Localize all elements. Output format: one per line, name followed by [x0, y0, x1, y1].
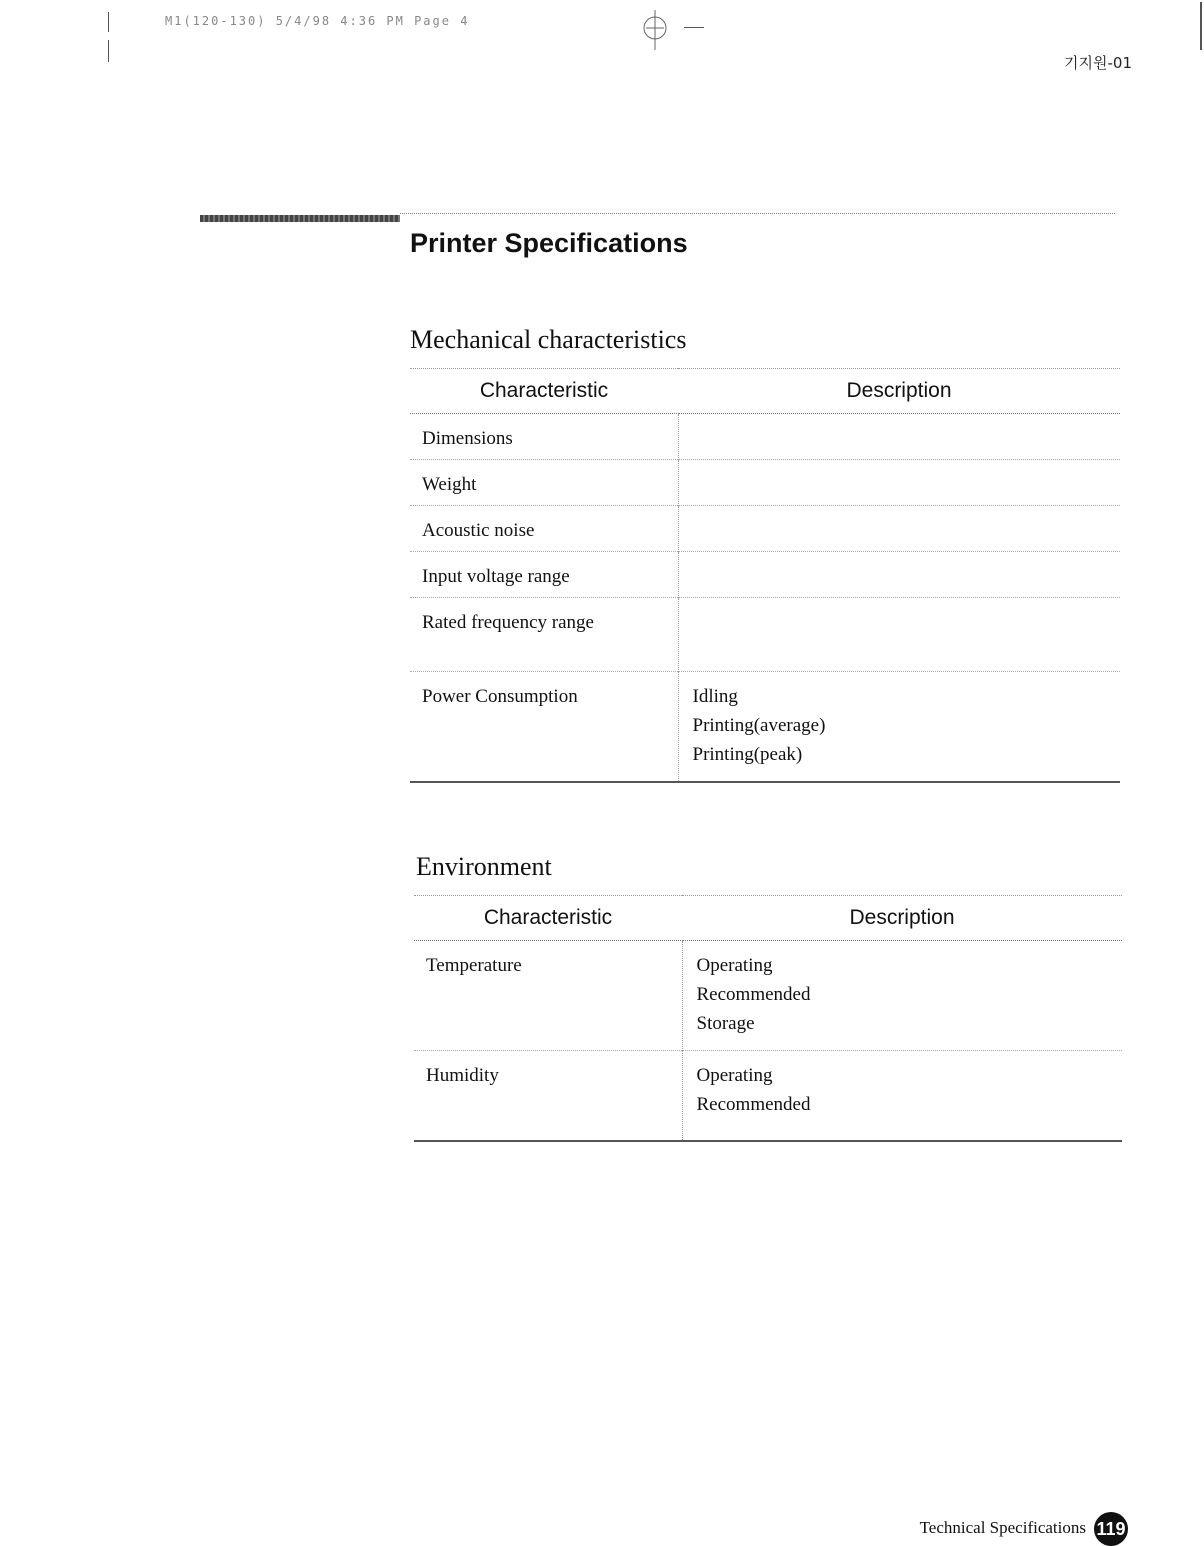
crop-mark: [1200, 2, 1202, 50]
description-line: Storage: [696, 1013, 755, 1034]
column-header-characteristic: Characteristic: [414, 896, 682, 941]
footer-section-label: Technical Specifications: [919, 1518, 1086, 1537]
environment-table: [414, 895, 1122, 1142]
row-characteristic: Humidity: [414, 1051, 682, 1141]
table-row: [410, 672, 1120, 782]
description-line: Idling: [692, 686, 738, 707]
row-characteristic: Acoustic noise: [410, 506, 678, 552]
row-description: [678, 552, 1120, 598]
page-number-badge: 119: [1094, 1512, 1128, 1546]
crop-mark: [108, 40, 109, 62]
row-description: [678, 506, 1120, 552]
row-description: [678, 460, 1120, 506]
table-row: [414, 1051, 1122, 1141]
table-row: [414, 941, 1122, 1051]
column-header-description: Description: [682, 896, 1122, 941]
table-row: [410, 552, 1120, 598]
description-line: Printing(peak): [692, 744, 803, 765]
row-description: [678, 598, 1120, 672]
row-description: [678, 672, 1120, 782]
table-header-row: [414, 896, 1122, 941]
registration-mark-icon: [640, 10, 670, 50]
page-title: Printer Specifications: [410, 228, 688, 258]
row-characteristic: Input voltage range: [410, 552, 678, 598]
table-header-row: [410, 369, 1120, 414]
row-description: [678, 414, 1120, 460]
row-characteristic: Rated frequency range: [410, 598, 678, 672]
crop-mark: [684, 27, 704, 28]
row-characteristic: Temperature: [414, 941, 682, 1051]
table-row: [410, 598, 1120, 672]
row-characteristic: Weight: [410, 460, 678, 506]
column-header-description: Description: [678, 369, 1120, 414]
description-line: Printing(average): [692, 715, 826, 736]
table-row: [410, 414, 1120, 460]
row-characteristic: Dimensions: [410, 414, 678, 460]
document-code: 기지원-01: [1064, 54, 1132, 72]
description-line: Operating: [696, 955, 773, 976]
column-header-characteristic: Characteristic: [410, 369, 678, 414]
section-title-environment: Environment: [416, 852, 552, 881]
section-title-mechanical: Mechanical characteristics: [410, 325, 687, 354]
row-characteristic: Power Consumption: [410, 672, 678, 782]
row-description: [682, 1051, 1122, 1141]
row-description: [682, 941, 1122, 1051]
description-line: Recommended: [696, 1094, 811, 1115]
print-header: M1(120-130) 5/4/98 4:36 PM Page 4: [165, 14, 470, 28]
header-rule-line: [400, 213, 1115, 214]
description-line: Operating: [696, 1065, 773, 1086]
table-row: [410, 460, 1120, 506]
table-row: [410, 506, 1120, 552]
mechanical-table: [410, 368, 1120, 783]
description-line: Recommended: [696, 984, 811, 1005]
header-rule-bar: [200, 215, 400, 222]
crop-mark: [108, 12, 109, 32]
